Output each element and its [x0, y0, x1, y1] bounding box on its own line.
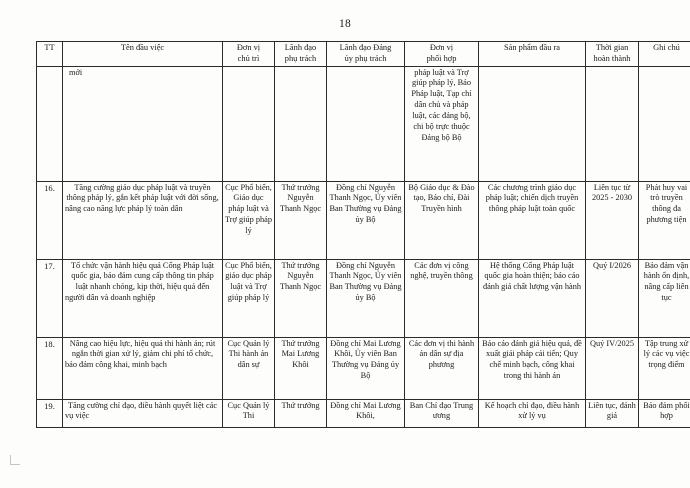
cell-leader-in-charge: Thứ trưởng Nguyễn Thanh Ngọc: [275, 259, 327, 337]
header-tt: TT: [37, 42, 63, 67]
cell-completion-time: Quý IV/2025: [586, 337, 639, 399]
header-party-leader: [327, 42, 405, 67]
header-lead-unit-line1: Đơn vị: [236, 43, 261, 52]
cell-coordinating-unit: Các đơn vị thi hành án dân sự địa phương: [405, 337, 479, 399]
header-coordinating-unit: [405, 42, 479, 67]
cell-coordinating-unit: Ban Chỉ đạo Trung ương: [405, 399, 479, 427]
cell-completion-time: Liên tục, đánh giá: [586, 399, 639, 427]
cell-task-name: Nâng cao hiệu lực, hiệu quả thi hành án; rút ngắn thời gian xử lý, giảm chi phí tổ chức, bảo đảm công khai, minh bạch: [63, 337, 223, 399]
cell-tt: 16.: [37, 181, 63, 259]
cell-notes: Tập trung xử lý các vụ việc trọng điểm: [639, 337, 690, 399]
header-coordinating-unit-line2: phối hợp: [426, 53, 457, 63]
table-header-row: [37, 42, 690, 67]
table-body: [37, 66, 690, 427]
header-lead-unit: [223, 42, 275, 67]
header-coordinating-unit-line1: Đơn vị: [429, 43, 454, 52]
cell-party-leader: Đồng chí Mai Lương Khôi,: [327, 399, 405, 427]
page-number: 18: [339, 18, 351, 30]
cell-output-product: Hệ thống Cổng Pháp luật quốc gia hoàn thiện; báo cáo đánh giá chất lượng vận hành: [479, 259, 586, 337]
task-table: [36, 41, 690, 428]
cell-notes: Bảo đảm vận hành ổn định, nâng cấp liên tục: [639, 259, 690, 337]
cell-task-name: Tăng cường chỉ đạo, điều hành quyết liệt các vụ việc: [63, 399, 223, 427]
cell-lead-unit: Cục Quản lý Thi hành án dân sự: [223, 337, 275, 399]
header-party-leader-line2: ủy phụ trách: [344, 53, 387, 63]
table-header: [37, 42, 690, 67]
header-leader-in-charge-line2: phụ trách: [284, 53, 317, 63]
cell-leader-in-charge: [275, 66, 327, 181]
header-leader-in-charge-line1: Lãnh đạo: [284, 43, 317, 52]
table-row: [37, 337, 690, 399]
header-lead-unit-line2: chủ trì: [237, 53, 260, 63]
header-task-name: Tên đầu việc: [63, 42, 223, 67]
header-completion-time-line2: hoàn thành: [593, 53, 631, 63]
cell-completion-time: [586, 66, 639, 181]
cell-tt: 17.: [37, 259, 63, 337]
cell-leader-in-charge: Thứ trưởng Mai Lương Khôi: [275, 337, 327, 399]
cell-coordinating-unit: Các đơn vị công nghệ, truyền thông: [405, 259, 479, 337]
cell-party-leader: Đồng chí Nguyễn Thanh Ngọc, Ủy viên Ban Thường vụ Đảng ủy Bộ: [327, 181, 405, 259]
cell-tt: 18.: [37, 337, 63, 399]
header-leader-in-charge: [275, 42, 327, 67]
cell-notes: [639, 66, 690, 181]
scan-corner-mark: [10, 455, 20, 465]
cell-output-product: Kế hoạch chỉ đạo, điều hành xử lý vụ: [479, 399, 586, 427]
cell-leader-in-charge: Thứ trưởng: [275, 399, 327, 427]
cell-coordinating-unit: Bộ Giáo dục & Đào tạo, Báo chí, Đài Truyền hình: [405, 181, 479, 259]
header-completion-time-line1: Thời gian: [595, 43, 629, 52]
cell-output-product: [479, 66, 586, 181]
cell-leader-in-charge: Thứ trưởng Nguyễn Thanh Ngọc: [275, 181, 327, 259]
cell-completion-time: Quý I/2026: [586, 259, 639, 337]
cell-notes: Phát huy vai trò truyền thông đa phương tiện: [639, 181, 690, 259]
cell-output-product: Báo cáo đánh giá hiệu quả, đề xuất giải pháp cải tiến; Quy chế minh bạch, công khai trong thi hành án: [479, 337, 586, 399]
table-row: [37, 399, 690, 427]
cell-tt: 19.: [37, 399, 63, 427]
cell-coordinating-unit: pháp luật và Trợ giúp pháp lý, Báo Pháp luật, Tạp chí dân chủ và pháp luật, các đảng bộ, chi bộ trực thuộc Đảng bộ Bộ: [405, 66, 479, 181]
cell-task-name: mới: [63, 66, 223, 181]
header-notes: Ghi chú: [639, 42, 690, 67]
cell-party-leader: Đồng chí Nguyễn Thanh Ngọc, Ủy viên Ban Thường vụ Đảng ủy Bộ: [327, 259, 405, 337]
header-completion-time: [586, 42, 639, 67]
table-row: [37, 259, 690, 337]
cell-completion-time: Liên tục từ 2025 - 2030: [586, 181, 639, 259]
table-row: [37, 181, 690, 259]
table-row: [37, 66, 690, 181]
header-party-leader-line1: Lãnh đạo Đảng: [339, 43, 392, 52]
cell-lead-unit: [223, 66, 275, 181]
cell-notes: Bảo đảm phối hợp: [639, 399, 690, 427]
cell-lead-unit: Cục Phổ biến, giáo dục pháp luật và Trợ giúp pháp lý: [223, 259, 275, 337]
cell-output-product: Các chương trình giáo dục pháp luật; chiến dịch truyền thông pháp luật toàn quốc: [479, 181, 586, 259]
cell-lead-unit: Cục Quản lý Thi: [223, 399, 275, 427]
cell-task-name: Tổ chức vận hành hiệu quả Cổng Pháp luật quốc gia, bảo đảm cung cấp thông tin pháp luật nhanh chóng, kịp thời, hiệu quả đến người dân và doanh nghiệp: [63, 259, 223, 337]
cell-party-leader: Đồng chí Mai Lương Khôi, Ủy viên Ban Thường vụ Đảng ủy Bộ: [327, 337, 405, 399]
cell-lead-unit: Cục Phổ biến, Giáo dục pháp luật và Trợ giúp pháp lý: [223, 181, 275, 259]
cell-task-name: Tăng cường giáo dục pháp luật và truyền thông pháp lý, gắn kết pháp luật với đời sống, nâng cao năng lực pháp lý toàn dân: [63, 181, 223, 259]
task-table-container: [36, 41, 690, 428]
cell-tt: [37, 66, 63, 181]
header-output-product: Sản phẩm đầu ra: [479, 42, 586, 67]
cell-party-leader: [327, 66, 405, 181]
